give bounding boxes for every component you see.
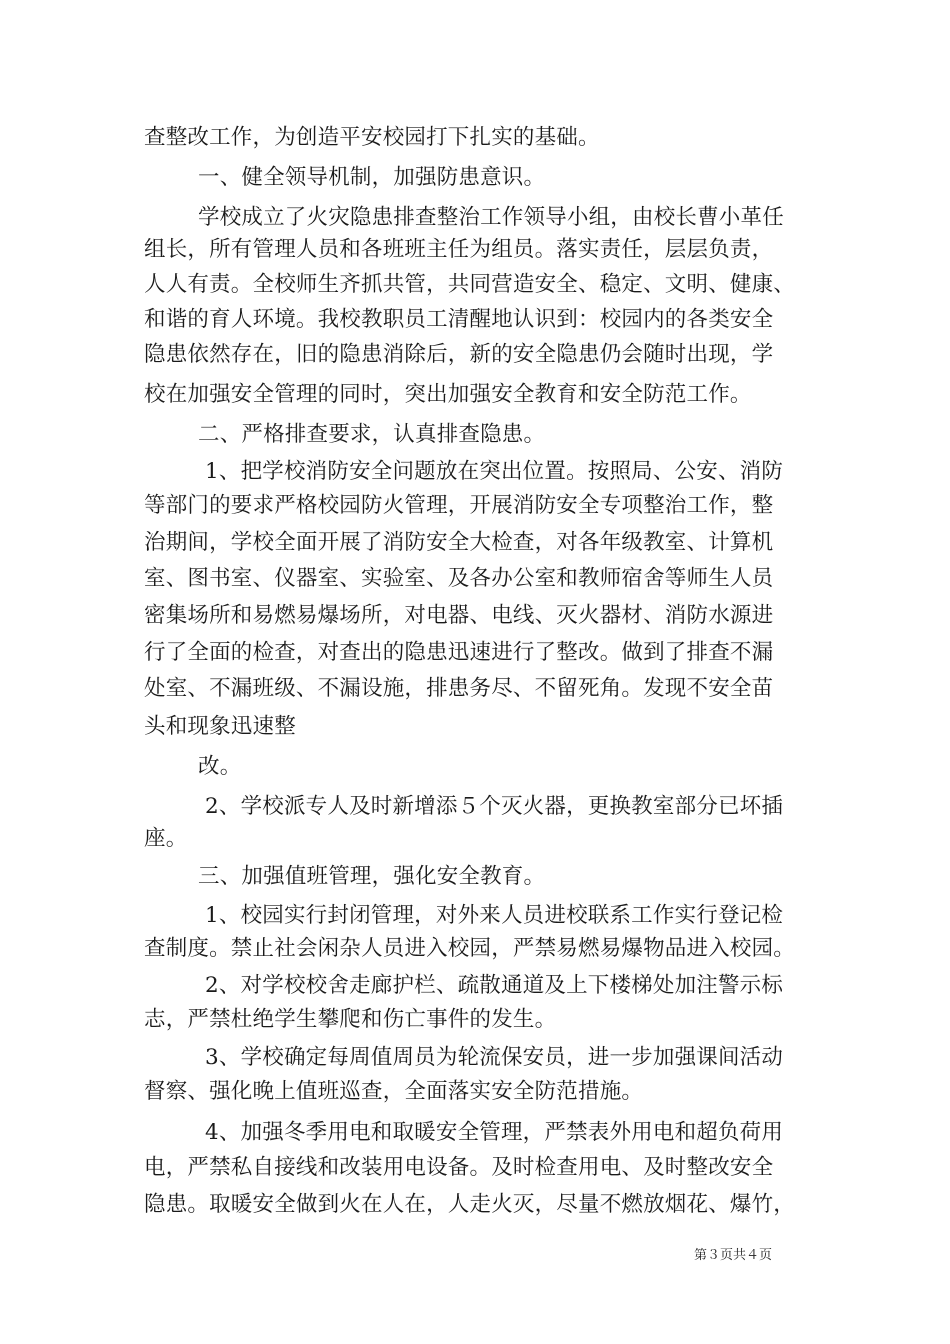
text-line: 2、对学校校舍走廊护栏、疏散通道及上下楼梯处加注警示标 [205, 973, 784, 998]
text-line: 治期间，学校全面开展了消防安全大检查，对各年级教室、计算机 [144, 530, 774, 555]
text-line: 组长，所有管理人员和各班班主任为组员。落实责任，层层负责， [144, 237, 774, 262]
text-line: 电，严禁私自接线和改装用电设备。及时检查用电、及时整改安全 [144, 1155, 774, 1180]
text-line: 人人有责。全校师生齐抓共管，共同营造安全、稳定、文明、健康、 [144, 272, 796, 297]
text-line: 等部门的要求严格校园防火管理，开展消防安全专项整治工作，整 [144, 493, 774, 518]
text-line: 和谐的育人环境。我校教职员工清醒地认识到：校园内的各类安全 [144, 307, 774, 332]
text-line: 查整改工作，为创造平安校园打下扎实的基础。 [144, 125, 600, 150]
text-line: 2、学校派专人及时新增添５个灭火器，更换教室部分已坏插 [205, 794, 784, 819]
text-line: 学校成立了火灾隐患排查整治工作领导小组，由校长曹小革任 [198, 205, 784, 230]
text-line: 室、图书室、仪器室、实验室、及各办公室和教师宿舍等师生人员 [144, 566, 774, 591]
text-line: 1、把学校消防安全问题放在突出位置。按照局、公安、消防 [205, 459, 784, 484]
text-line: 密集场所和易燃易爆场所，对电器、电线、灭火器材、消防水源进 [144, 603, 774, 628]
text-line: 头和现象迅速整 [144, 714, 296, 739]
section-heading: 三、加强值班管理，强化安全教育。 [198, 864, 546, 889]
text-line: 隐患。取暖安全做到火在人在，人走火灭，尽量不燃放烟花、爆竹， [144, 1192, 796, 1217]
page-number: 第３页共４页 [694, 1248, 773, 1263]
text-line: 行了全面的检查，对查出的隐患迅速进行了整改。做到了排查不漏 [144, 640, 774, 665]
text-line: 督察、强化晚上值班巡查，全面落实安全防范措施。 [144, 1079, 644, 1104]
text-line: 1、校园实行封闭管理，对外来人员进校联系工作实行登记检 [205, 903, 784, 928]
text-line: 改。 [198, 754, 242, 779]
section-heading: 一、健全领导机制，加强防患意识。 [198, 165, 546, 190]
text-line: 校在加强安全管理的同时，突出加强安全教育和安全防范工作。 [144, 382, 752, 407]
text-line: 4、加强冬季用电和取暖安全管理，严禁表外用电和超负荷用 [205, 1120, 784, 1145]
text-line: 隐患依然存在，旧的隐患消除后，新的安全隐患仍会随时出现，学 [144, 342, 774, 367]
text-line: 查制度。禁止社会闲杂人员进入校园，严禁易燃易爆物品进入校园。 [144, 936, 796, 961]
text-line: 座。 [144, 826, 188, 851]
text-line: 志，严禁杜绝学生攀爬和伤亡事件的发生。 [144, 1007, 557, 1032]
section-heading: 二、严格排查要求，认真排查隐患。 [198, 422, 546, 447]
text-line: 处室、不漏班级、不漏设施，排患务尽、不留死角。发现不安全苗 [144, 676, 774, 701]
text-line: 3、学校确定每周值周员为轮流保安员，进一步加强课间活动 [205, 1045, 784, 1070]
